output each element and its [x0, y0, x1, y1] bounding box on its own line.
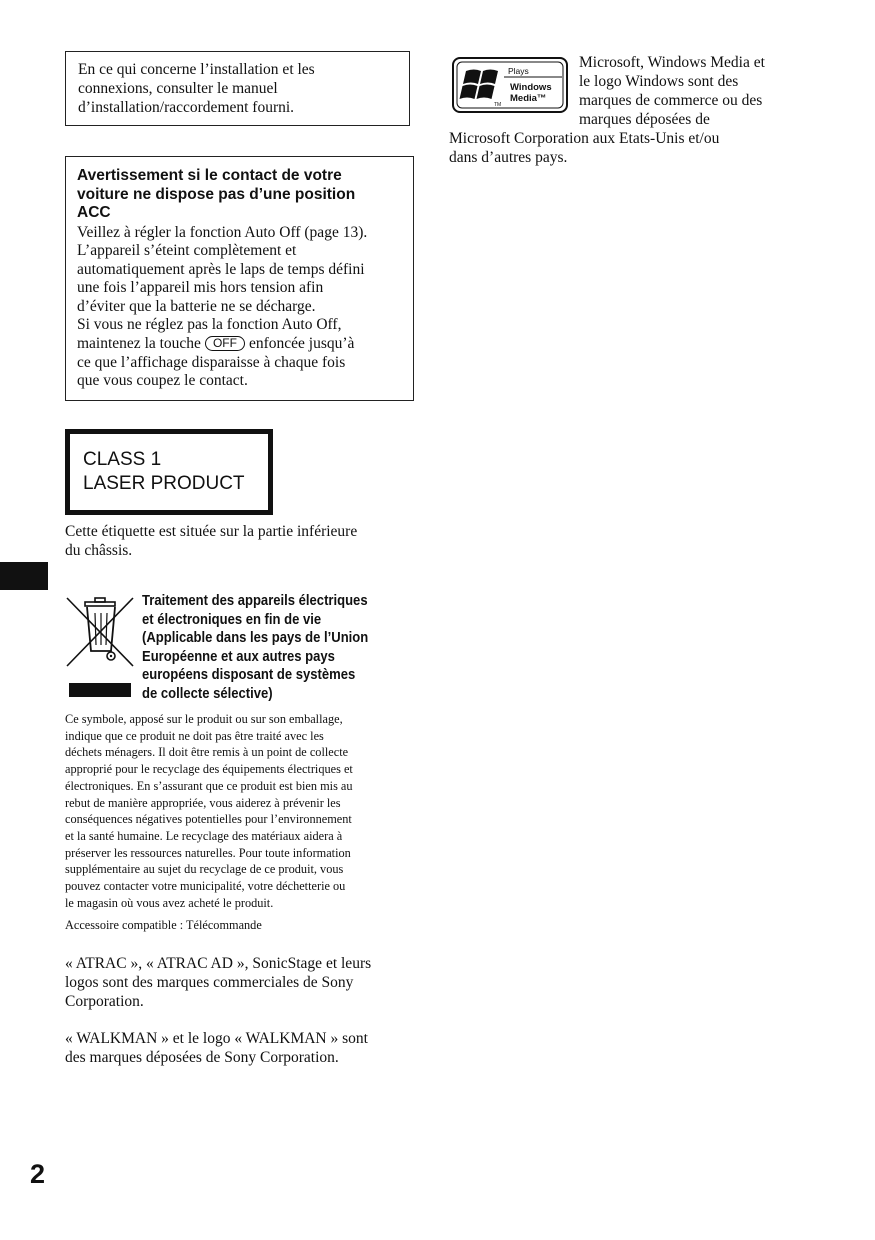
- acc-warning-body-line: Si vous ne réglez pas la fonction Auto Off,: [77, 316, 342, 334]
- weee-heading-line: (Applicable dans les pays de l’Union: [142, 630, 369, 646]
- logo-windows-text: Windows: [510, 82, 552, 93]
- installation-note-line: connexions, consulter le manuel: [78, 80, 278, 97]
- label-location-line: du châssis.: [65, 542, 133, 559]
- logo-media-text: Media™: [510, 93, 547, 104]
- acc-warning-body-line: L’appareil s’éteint complètement et: [77, 242, 297, 260]
- off-key-icon: OFF: [205, 336, 245, 351]
- acc-warning-body-line: que vous coupez le contact.: [77, 372, 248, 390]
- plays-windows-media-logo-icon: [452, 57, 568, 113]
- weee-body-line: pouvez contacter votre municipalité, votre déchetterie ou: [65, 879, 346, 894]
- class1-laser-product-label: [65, 429, 273, 515]
- acc-warning-key-line: [77, 335, 413, 354]
- installation-note-line: d’installation/raccordement fourni.: [78, 99, 295, 116]
- microsoft-trademark-line: Microsoft, Windows Media et: [579, 54, 765, 71]
- page-number: 2: [30, 1159, 46, 1189]
- acc-warning-title: [77, 167, 413, 223]
- atrac-note-line: « ATRAC », « ATRAC AD », SonicStage et leurs: [65, 955, 372, 972]
- logo-plays-text: Plays: [508, 66, 529, 76]
- acc-warning-title-line: ACC: [77, 204, 111, 221]
- installation-note-box: [65, 51, 410, 126]
- microsoft-trademark-line: Microsoft Corporation aux Etats-Unis et/ou: [449, 130, 720, 147]
- microsoft-trademark-text: [579, 53, 765, 129]
- weee-heading-line: de collecte sélective): [142, 685, 273, 702]
- acc-warning-title-line: Avertissement si le contact de votre: [77, 167, 342, 184]
- crossed-out-wheeled-bin-icon: [65, 593, 135, 698]
- weee-body-line: déchets ménagers. Il doit être remis à un point de collecte: [65, 745, 349, 760]
- weee-heading-line: européens disposant de systèmes: [142, 667, 356, 683]
- walkman-note-line: « WALKMAN » et le logo « WALKMAN » sont: [65, 1030, 368, 1047]
- key-line-suffix: enfoncée jusqu’à: [248, 335, 355, 353]
- microsoft-trademark-continuation: [449, 129, 719, 167]
- weee-body-line: et la santé humaine. Le recyclage des matériaux aidera à: [65, 828, 343, 843]
- weee-body-line: supplémentaire au sujet du recyclage de ce produit, vous: [65, 862, 344, 877]
- logo-tm-text: TM: [494, 102, 502, 108]
- laser-label-line: CLASS 1: [83, 449, 162, 470]
- weee-heading-line: Européenne et aux autres pays: [142, 648, 335, 665]
- side-thumb-tab: [0, 562, 48, 590]
- installation-note-line: En ce qui concerne l’installation et les: [78, 61, 315, 78]
- weee-heading: [142, 592, 390, 703]
- label-location-line: Cette étiquette est située sur la partie inférieure: [65, 523, 358, 540]
- weee-body-line: le magasin où vous avez acheté le produit.: [65, 895, 274, 910]
- weee-body-line: rebut de manière appropriée, vous aiderez à prévenir les: [65, 795, 341, 810]
- label-location-text: [65, 522, 415, 560]
- acc-warning-body-line: une fois l’appareil mis hors tension afin: [77, 279, 324, 297]
- acc-warning-body-line: Veillez à régler la fonction Auto Off (page 13).: [77, 223, 368, 241]
- weee-body-line: électroniques. En s’assurant que ce produit est bien mis au: [65, 778, 353, 793]
- acc-warning-body-line: automatiquement après le laps de temps défini: [77, 260, 365, 278]
- atrac-trademark-note: [65, 954, 415, 1011]
- compatible-accessory-note: Accessoire compatible : Télécommande: [65, 918, 262, 932]
- weee-heading-line: et électroniques en fin de vie: [142, 611, 322, 628]
- laser-label-line: LASER PRODUCT: [83, 473, 245, 494]
- weee-heading-line: Traitement des appareils électriques: [142, 593, 368, 609]
- atrac-note-line: logos sont des marques commerciales de Sony: [65, 974, 354, 991]
- key-line-prefix: maintenez la touche: [77, 335, 201, 353]
- weee-body-line: conséquences négatives potentielles pour l’environnement: [65, 812, 352, 827]
- acc-warning-box: [65, 156, 414, 401]
- microsoft-trademark-line: dans d’autres pays.: [449, 149, 568, 166]
- acc-warning-body-line: ce que l’affichage disparaisse à chaque fois: [77, 353, 346, 371]
- weee-body-line: préserver les ressources naturelles. Pour toute information: [65, 845, 351, 860]
- walkman-trademark-note: [65, 1029, 415, 1067]
- acc-warning-body: [77, 224, 413, 391]
- weee-body-line: indique que ce produit ne doit pas être traité avec les: [65, 728, 324, 743]
- microsoft-trademark-line: marques déposées de: [579, 111, 710, 128]
- weee-body-text: [65, 711, 415, 911]
- acc-warning-body-line: d’éviter que la batterie ne se décharge.: [77, 297, 316, 315]
- acc-warning-title-line: voiture ne dispose pas d’une position: [77, 185, 356, 203]
- microsoft-trademark-line: marques de commerce ou des: [579, 92, 763, 109]
- microsoft-trademark-line: le logo Windows sont des: [579, 73, 739, 90]
- weee-body-line: Ce symbole, apposé sur le produit ou sur son emballage,: [65, 712, 343, 726]
- atrac-note-line: Corporation.: [65, 993, 144, 1010]
- weee-body-line: approprié pour le recyclage des équipements électriques et: [65, 762, 353, 777]
- walkman-note-line: des marques déposées de Sony Corporation.: [65, 1049, 339, 1066]
